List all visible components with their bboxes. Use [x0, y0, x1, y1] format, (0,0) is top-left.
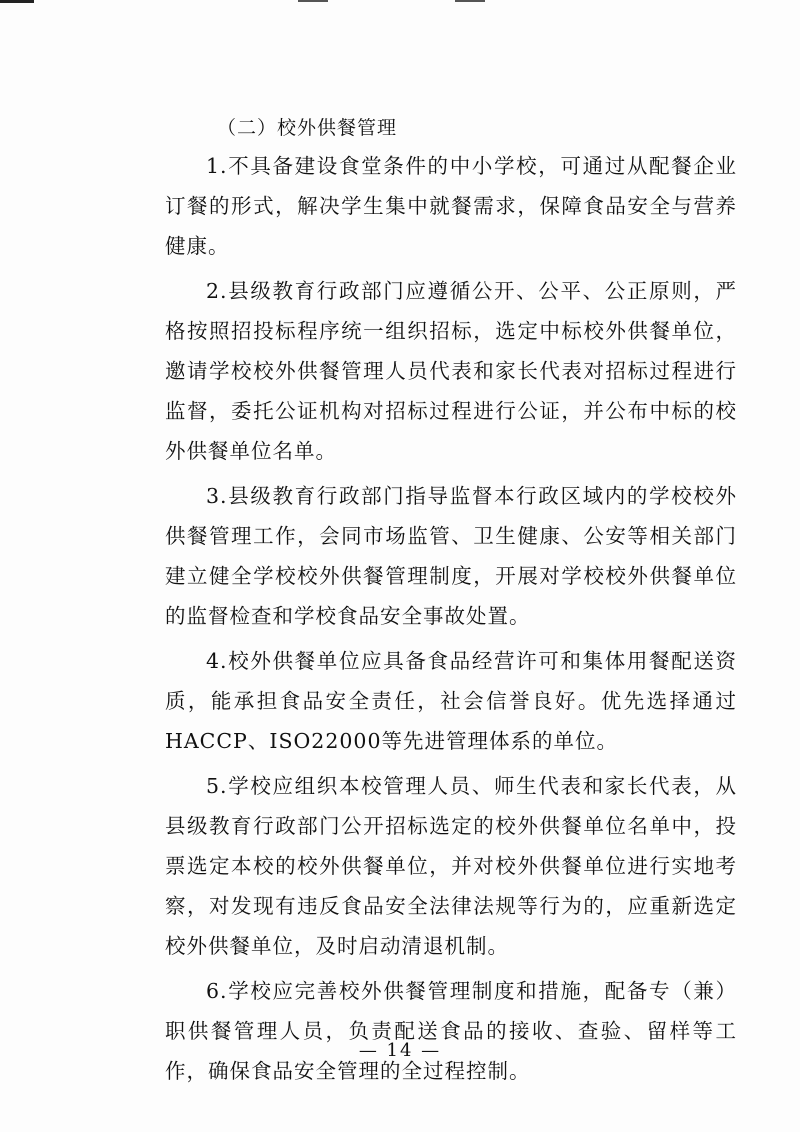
scan-edge-mark [298, 0, 328, 2]
document-body [165, 110, 737, 1091]
scan-edge-mark [455, 0, 485, 2]
paragraph-5: 5.学校应组织本校管理人员、师生代表和家长代表，从县级教育行政部门公开招标选定的校外供餐单位名单中，投票选定本校的校外供餐单位，并对校外供餐单位进行实地考察，对发现有违反食品安全法律法规等行为的，应重新选定校外供餐单位，及时启动清退机制。 [165, 774, 737, 958]
section-heading: （二）校外供餐管理 [217, 117, 398, 139]
scan-edge-mark [0, 0, 34, 3]
paragraph-4: 4.校外供餐单位应具备食品经营许可和集体用餐配送资质，能承担食品安全责任，社会信誉良好。优先选择通过HACCP、ISO22000等先进管理体系的单位。 [165, 649, 737, 753]
paragraph-3: 3.县级教育行政部门指导监督本行政区域内的学校校外供餐管理工作，会同市场监管、卫生健康、公安等相关部门建立健全学校校外供餐管理制度，开展对学校校外供餐单位的监督检查和学校食品安全事故处置。 [165, 484, 737, 628]
paragraph-1: 1.不具备建设食堂条件的中小学校，可通过从配餐企业订餐的形式，解决学生集中就餐需求，保障食品安全与营养健康。 [165, 154, 737, 258]
paragraph-2: 2.县级教育行政部门应遵循公开、公平、公正原则，严格按照招投标程序统一组织招标，选定中标校外供餐单位，邀请学校校外供餐管理人员代表和家长代表对招标过程进行监督，委托公证机构对招标过程进行公证，并公布中标的校外供餐单位名单。 [165, 279, 737, 463]
page-number: — 14 — [358, 1040, 442, 1061]
paragraph-6: 6.学校应完善校外供餐管理制度和措施，配备专（兼）职供餐管理人员，负责配送食品的接收、查验、留样等工作，确保食品安全管理的全过程控制。 [165, 979, 737, 1083]
